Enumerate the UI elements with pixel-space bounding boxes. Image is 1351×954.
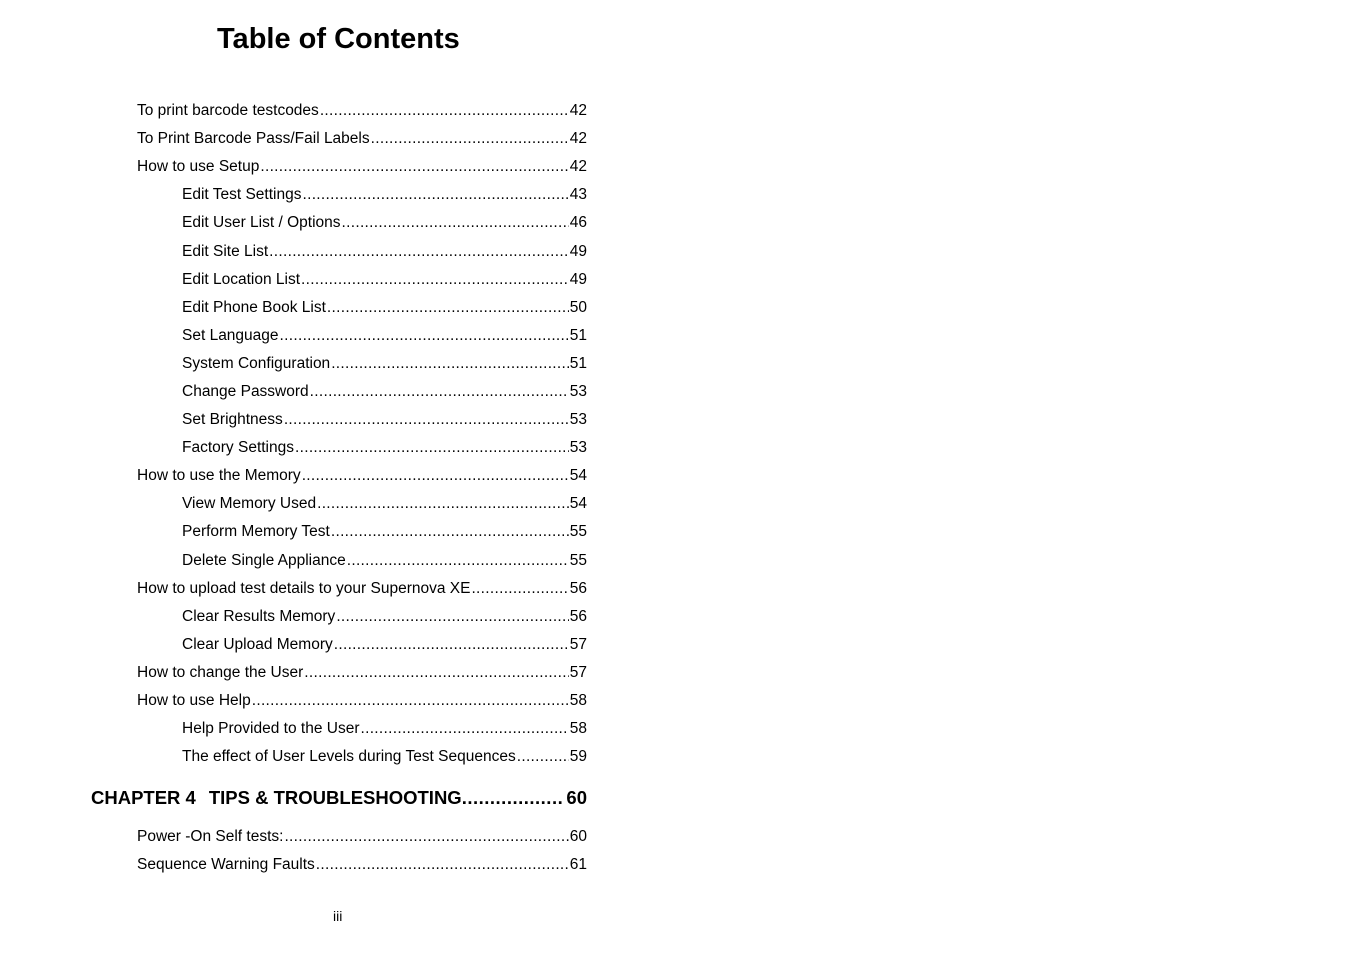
- toc-entry-label: Edit User List / Options: [182, 214, 341, 231]
- toc-entry-page: 49: [569, 271, 587, 288]
- toc-subentry[interactable]: [182, 715, 587, 743]
- chapter-title: TIPS & TROUBLESHOOTING: [208, 787, 462, 808]
- toc-entry-page: 50: [569, 299, 587, 316]
- dot-leader: [320, 97, 569, 125]
- dot-leader: [252, 687, 569, 715]
- toc-entry-label: How to use Help: [137, 692, 251, 709]
- toc-entry-page: 42: [569, 130, 587, 147]
- chapter-heading[interactable]: [91, 783, 587, 813]
- toc-entry-page: 46: [569, 214, 587, 231]
- page-number: iii: [333, 908, 343, 924]
- dot-leader: [284, 406, 569, 434]
- toc-entry[interactable]: [137, 125, 587, 153]
- toc-entry[interactable]: [137, 153, 587, 181]
- toc-entry[interactable]: [137, 575, 587, 603]
- toc-entry-label: Sequence Warning Faults: [137, 856, 315, 873]
- dot-leader: [295, 434, 569, 462]
- toc-entry[interactable]: [137, 823, 587, 851]
- dot-leader: [334, 631, 569, 659]
- dot-leader: [471, 575, 568, 603]
- toc-entry-page: 51: [569, 327, 587, 344]
- toc-entry-label: Edit Site List: [182, 243, 269, 260]
- toc-entry-label: View Memory Used: [182, 495, 317, 512]
- toc-entry-page: 56: [569, 608, 587, 625]
- toc-entry[interactable]: [137, 687, 587, 715]
- toc-entry-page: 53: [569, 411, 587, 428]
- toc-entry-page: 58: [569, 692, 587, 709]
- toc-subentry[interactable]: [182, 294, 587, 322]
- toc-entry-label: Factory Settings: [182, 439, 294, 456]
- dot-leader: [360, 715, 568, 743]
- toc-entry-label: Clear Upload Memory: [182, 636, 333, 653]
- toc-entry-label: Set Language: [182, 327, 279, 344]
- toc-entry-page: 60: [569, 828, 587, 845]
- toc-entry-label: Help Provided to the User: [182, 720, 360, 737]
- toc-subentry[interactable]: [182, 434, 587, 462]
- dot-leader: [260, 153, 568, 181]
- toc-entry-label: Edit Phone Book List: [182, 299, 326, 316]
- toc-subentry[interactable]: [182, 490, 587, 518]
- dot-leader: [269, 238, 569, 266]
- toc-entry-page: 49: [569, 243, 587, 260]
- dot-leader: [327, 294, 569, 322]
- toc-entry-label: Edit Test Settings: [182, 186, 302, 203]
- toc-subentry[interactable]: [182, 547, 587, 575]
- toc-entry-page: 54: [569, 467, 587, 484]
- page-title: Table of Contents: [217, 23, 460, 55]
- toc-subentry[interactable]: [182, 378, 587, 406]
- toc-subentry[interactable]: [182, 350, 587, 378]
- dot-leader: [331, 518, 569, 546]
- dot-leader: [284, 823, 568, 851]
- toc-entry-label: Perform Memory Test: [182, 523, 330, 540]
- toc-entry-label: Edit Location List: [182, 271, 301, 288]
- dot-leader: [317, 490, 569, 518]
- toc-subentry[interactable]: [182, 209, 587, 237]
- toc-entry-page: 55: [569, 523, 587, 540]
- dot-leader: [280, 322, 569, 350]
- toc-entry-label: Change Password: [182, 383, 309, 400]
- chapter-page: 60: [566, 787, 587, 808]
- toc-entry-page: 61: [569, 856, 587, 873]
- dot-leader: [310, 378, 569, 406]
- dot-leader: [304, 659, 568, 687]
- toc-subentry[interactable]: [182, 631, 587, 659]
- toc-entry-label: To print barcode testcodes: [137, 102, 319, 119]
- dot-leader: [347, 547, 569, 575]
- toc-subentry[interactable]: [182, 266, 587, 294]
- toc-entry-label: How to upload test details to your Supernova XE: [137, 580, 471, 597]
- toc-subentry[interactable]: [182, 406, 587, 434]
- toc-entry-label: How to use Setup: [137, 158, 260, 175]
- toc-entry-page: 55: [569, 552, 587, 569]
- toc-entry-page: 51: [569, 355, 587, 372]
- toc-entry-page: 42: [569, 102, 587, 119]
- toc-entry[interactable]: [137, 659, 587, 687]
- dot-leader: [331, 350, 569, 378]
- toc-entry-label: Set Brightness: [182, 411, 283, 428]
- toc-entry-page: 53: [569, 383, 587, 400]
- toc-subentry[interactable]: [182, 743, 587, 771]
- toc-subentry[interactable]: [182, 238, 587, 266]
- dot-leader: [342, 209, 569, 237]
- toc-entry[interactable]: [137, 462, 587, 490]
- toc-entry-page: 56: [569, 580, 587, 597]
- dot-leader: [302, 462, 569, 490]
- chapter-number: CHAPTER 4: [91, 787, 196, 808]
- toc-entry[interactable]: [137, 851, 587, 879]
- toc-entry-page: 54: [569, 495, 587, 512]
- toc-entry-label: Delete Single Appliance: [182, 552, 346, 569]
- dot-leader: [336, 603, 568, 631]
- toc-entry-page: 53: [569, 439, 587, 456]
- toc-entry-page: 57: [569, 664, 587, 681]
- toc-entry-label: Power -On Self tests:: [137, 828, 284, 845]
- toc-entry-page: 58: [569, 720, 587, 737]
- dot-leader: [302, 181, 568, 209]
- toc-entry-page: 42: [569, 158, 587, 175]
- dot-leader: [316, 851, 569, 879]
- toc-entry-label: How to use the Memory: [137, 467, 301, 484]
- dot-leader: [371, 125, 569, 153]
- toc-entry-page: 59: [569, 748, 587, 765]
- toc-entry[interactable]: [137, 97, 587, 125]
- dot-leader: [462, 783, 563, 813]
- toc-entry-page: 57: [569, 636, 587, 653]
- toc-entry-label: To Print Barcode Pass/Fail Labels: [137, 130, 370, 147]
- toc-subentry[interactable]: [182, 603, 587, 631]
- toc-entry-page: 43: [569, 186, 587, 203]
- toc-subentry[interactable]: [182, 322, 587, 350]
- toc-entry-label: The effect of User Levels during Test Sequences: [182, 748, 516, 765]
- toc-subentry[interactable]: [182, 518, 587, 546]
- toc-subentry[interactable]: [182, 181, 587, 209]
- dot-leader: [517, 743, 569, 771]
- toc-entry-label: Clear Results Memory: [182, 608, 336, 625]
- toc-entry-label: System Configuration: [182, 355, 331, 372]
- toc-entry-label: How to change the User: [137, 664, 304, 681]
- dot-leader: [301, 266, 569, 294]
